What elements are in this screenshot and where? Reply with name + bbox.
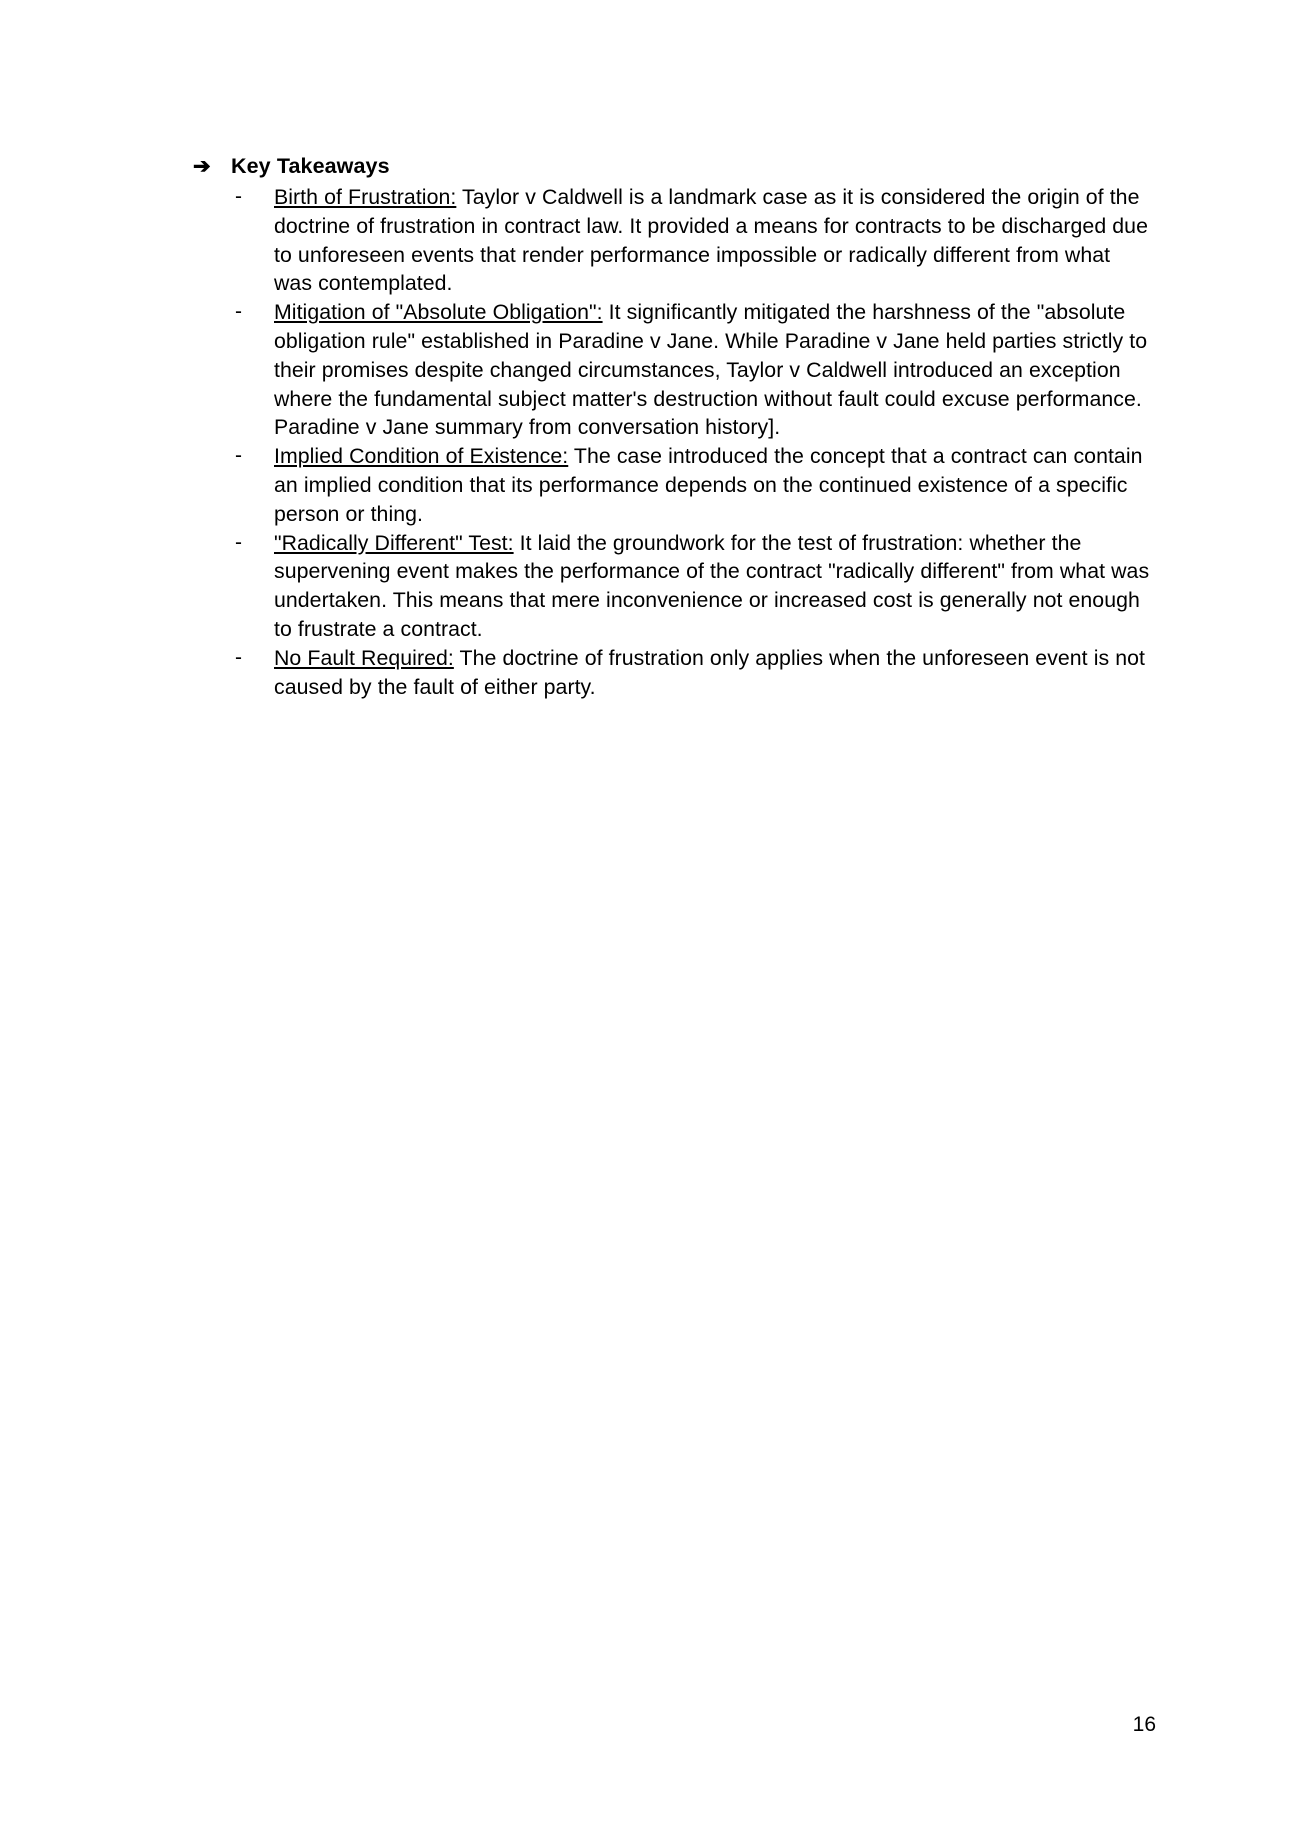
takeaway-body: It significantly mitigated the harshness of the "absolute obligation rule" established in Paradine v Jane. While Paradine v Jane held parties strictly to their promises despite changed circumstances, Taylor v Caldwell introduced an exception where the fundamental subject matter's destruction without fault could excuse performance. Paradine v Jane summary from conversation history].: [274, 300, 1148, 440]
document-body: [193, 152, 1153, 701]
dash-bullet-icon: -: [235, 645, 242, 669]
takeaway-text: [274, 529, 1153, 644]
arrow-bullet-icon: ➔: [193, 155, 211, 178]
dash-bullet-icon: -: [235, 185, 242, 208]
takeaway-text: [274, 442, 1153, 528]
takeaways-list: [193, 183, 1153, 701]
takeaway-body: It laid the groundwork for the test of frustration: whether the supervening event makes the performance of the contract "radically different" from what was undertaken. This means that mere inconvenience or increased cost is generally not enough to frustrate a contract.: [274, 530, 1150, 641]
dash-bullet-icon: -: [235, 530, 242, 554]
list-item: [193, 298, 1153, 442]
takeaway-text: [274, 644, 1153, 702]
list-item: [193, 644, 1153, 702]
takeaway-text: [274, 183, 1153, 298]
takeaway-text: [274, 298, 1153, 442]
takeaway-lead: No Fault Required:: [274, 645, 454, 670]
takeaway-lead: Birth of Frustration:: [274, 185, 457, 209]
takeaway-body: The doctrine of frustration only applies when the unforeseen event is not caused by the fault of either party.: [274, 645, 1146, 699]
page-number: 16: [1132, 1713, 1156, 1736]
list-item: [193, 529, 1153, 644]
list-item: [193, 183, 1153, 298]
takeaway-lead: Mitigation of "Absolute Obligation":: [274, 300, 603, 325]
takeaway-lead: "Radically Different" Test:: [274, 530, 514, 555]
takeaway-body: The case introduced the concept that a contract can contain an implied condition that its performance depends on the continued existence of a specific person or thing.: [274, 444, 1143, 526]
dash-bullet-icon: -: [235, 300, 242, 324]
key-takeaways-heading: [193, 152, 1153, 181]
dash-bullet-icon: -: [235, 444, 242, 468]
takeaway-body: Taylor v Caldwell is a landmark case as it is considered the origin of the doctrine of frustration in contract law. It provided a means for contracts to be discharged due to unforeseen events that render performance impossible or radically different from what was contemplated.: [274, 185, 1148, 296]
section-title: Key Takeaways: [231, 154, 390, 178]
list-item: [193, 442, 1153, 528]
takeaway-lead: Implied Condition of Existence:: [274, 444, 569, 469]
